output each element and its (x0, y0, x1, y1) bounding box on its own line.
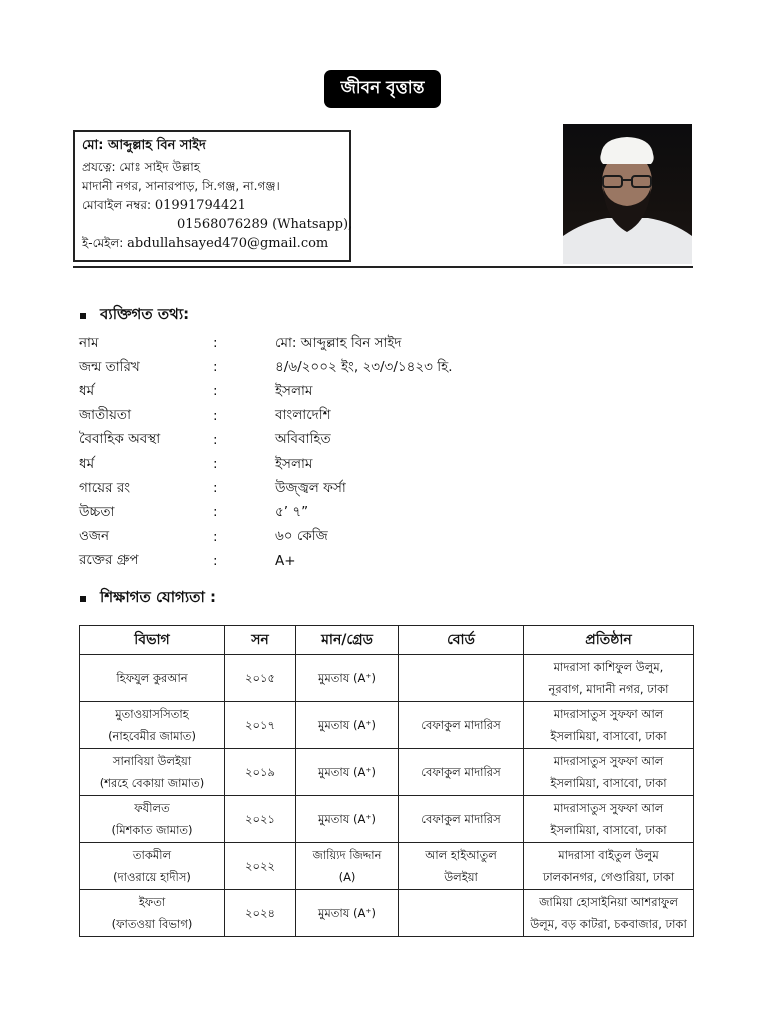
contact-box (73, 130, 351, 262)
info-separator: : (213, 383, 218, 400)
education-table (79, 625, 694, 937)
info-value: A+ (275, 552, 296, 569)
info-key: নাম (79, 334, 99, 351)
info-separator: : (213, 480, 218, 497)
contact-mobile-row-2 (82, 215, 353, 234)
cell-board (399, 749, 524, 796)
cell-board (399, 655, 524, 702)
cell-grade (296, 843, 399, 890)
personal-info-heading-text: ব্যক্তিগত তথ্য: (100, 305, 190, 323)
cell-board (399, 843, 524, 890)
info-row (79, 355, 639, 379)
info-key: গায়ের রং (79, 479, 131, 496)
info-value: উজ্জ্বল ফর্সা (275, 479, 346, 496)
cell-department (80, 843, 225, 890)
cell-institution-line: মাদরাসাতুস সুফফা আল (553, 801, 664, 815)
cell-grade-line: মুমতায (A⁺) (318, 812, 376, 826)
contact-careof: প্রযত্নে: মোঃ সাইদ উল্লাহ (82, 160, 201, 174)
cell-institution (524, 702, 694, 749)
info-row (79, 379, 639, 403)
cell-department-line: হিফযুল কুরআন (116, 671, 188, 685)
cell-board-line: বেফাকুল মাদারিস (421, 718, 501, 732)
cell-institution (524, 655, 694, 702)
mobile-number-1: 01991794421 (154, 198, 246, 213)
cell-department-line-2: (মিশকাত জামাত) (111, 823, 193, 837)
info-value: মো: আব্দুল্লাহ বিন সাইদ (275, 334, 402, 351)
cell-grade (296, 796, 399, 843)
cell-grade-line: মুমতায (A⁺) (318, 671, 376, 685)
info-value: বাংলাদেশি (275, 407, 331, 424)
info-key: বৈবাহিক অবস্থা (79, 431, 161, 448)
cell-year (225, 890, 296, 937)
table-row (80, 749, 694, 796)
info-separator: : (213, 335, 218, 352)
info-separator: : (213, 407, 218, 424)
cell-department (80, 749, 225, 796)
column-header: মান/গ্রেড (296, 626, 399, 655)
bullet-icon (80, 596, 86, 602)
column-header: প্রতিষ্ঠান (524, 626, 694, 655)
cell-department (80, 702, 225, 749)
cell-year-line: ২০২১ (245, 812, 275, 826)
cell-institution (524, 843, 694, 890)
info-separator: : (213, 528, 218, 545)
cell-grade-line: মুমতায (A⁺) (318, 765, 376, 779)
cell-year (225, 655, 296, 702)
info-separator: : (213, 504, 218, 521)
cell-board (399, 796, 524, 843)
info-value: ৪/৬/২০০২ ইং, ২৩/৩/১৪২৩ হি. (275, 358, 453, 375)
cell-year-line: ২০২৪ (245, 906, 275, 920)
profile-photo-illustration (563, 124, 692, 264)
cell-board (399, 890, 524, 937)
info-separator: : (213, 359, 218, 376)
cell-year (225, 796, 296, 843)
cell-grade (296, 655, 399, 702)
column-header: বোর্ড (399, 626, 524, 655)
cell-institution-line-2: ইসলামিয়া, বাসাবো, ঢাকা (550, 776, 667, 790)
cell-grade-line: মুমতায (A⁺) (318, 906, 376, 920)
cell-year-line: ২০১৭ (245, 718, 275, 732)
education-heading-text: শিক্ষাগত যোগ্যতা : (100, 588, 217, 606)
info-key: উচ্চতা (79, 503, 115, 520)
info-row (79, 500, 639, 524)
info-separator: : (213, 456, 218, 473)
info-row (79, 452, 639, 476)
personal-info-heading (80, 303, 189, 328)
cell-department-line: তাকমীল (132, 848, 172, 862)
cell-board-line: বেফাকুল মাদারিস (421, 812, 501, 826)
cell-department (80, 796, 225, 843)
mobile-number-2: 01568076289 (Whatsapp), (177, 217, 353, 232)
education-header-row (80, 626, 694, 655)
info-separator: : (213, 552, 218, 569)
cell-board-line-2: উলইয়া (444, 870, 478, 884)
info-separator: : (213, 431, 218, 448)
cell-year-line: ২০১৯ (245, 765, 275, 779)
cell-department (80, 655, 225, 702)
cv-title: জীবন বৃত্তান্ত (324, 70, 441, 108)
info-key: জন্ম তারিখ (79, 358, 140, 375)
contact-address: মাদানী নগর, সানারপাড়, সি.গঞ্জ, না.গঞ্জ। (82, 179, 280, 193)
cell-year-line: ২০১৫ (245, 671, 275, 685)
cell-institution-line: মাদরাসা বাইতুল উলুম (558, 848, 659, 862)
cell-department-line: মুতাওয়াসসিতাহ (115, 707, 189, 721)
info-key: রক্তের গ্রুপ (79, 552, 139, 569)
column-header: সন (225, 626, 296, 655)
cell-grade (296, 890, 399, 937)
mobile-label: মোবাইল নম্বর: (82, 198, 152, 212)
info-row (79, 476, 639, 500)
cell-institution-line: মাদরাসাতুস সুফফা আল (553, 707, 664, 721)
cell-institution-line-2: নূরবাগ, মাদানী নগর, ঢাকা (548, 682, 669, 696)
info-key: ওজন (79, 528, 110, 545)
cell-grade (296, 702, 399, 749)
cell-department-line: ফযীলত (134, 801, 170, 815)
cell-department (80, 890, 225, 937)
info-value: ইসলাম (275, 455, 313, 472)
info-value: ৫’ ৭” (275, 503, 309, 520)
cell-grade-line: মুমতায (A⁺) (318, 718, 376, 732)
cell-year (225, 749, 296, 796)
cell-institution-line-2: ঢালকানগর, গেণ্ডারিয়া, ঢাকা (542, 870, 675, 884)
cell-institution-line-2: ইসলামিয়া, বাসাবো, ঢাকা (550, 823, 667, 837)
personal-info-list (79, 331, 639, 573)
info-key: ধর্ম (79, 382, 95, 399)
cell-year-line: ২০২২ (245, 859, 275, 873)
cell-institution (524, 796, 694, 843)
info-key: জাতীয়তা (79, 407, 131, 424)
cell-institution-line: জামিয়া হোসাইনিয়া আশরাফুল (539, 895, 678, 909)
cell-institution-line-2: উলূম, বড় কাটরা, চকবাজার, ঢাকা (530, 917, 687, 931)
column-header: বিভাগ (80, 626, 225, 655)
contact-mobile-row (82, 196, 343, 215)
cell-department-line-2: (নাহবেমীর জামাত) (108, 729, 196, 743)
education-heading (80, 586, 216, 611)
table-row (80, 796, 694, 843)
cell-board (399, 702, 524, 749)
cell-institution-line: মাদরাসাতুস সুফফা আল (553, 754, 664, 768)
contact-email-row (82, 234, 343, 253)
info-value: ইসলাম (275, 382, 313, 399)
header-divider (73, 266, 693, 268)
cell-department-line: ইফতা (138, 895, 166, 909)
cell-institution-line: মাদরাসা কাশিফুল উলুম, (553, 660, 664, 674)
info-row (79, 404, 639, 428)
info-key: ধর্ম (79, 455, 95, 472)
cell-grade-line-2: (A) (338, 870, 356, 884)
cell-year (225, 843, 296, 890)
bullet-icon (80, 313, 86, 319)
contact-name: মো: আব্দুল্লাহ বিন সাইদ (82, 138, 206, 153)
cell-board-line: আল হাইআতুল (425, 848, 497, 862)
info-value: অবিবাহিত (275, 431, 331, 448)
table-row (80, 702, 694, 749)
cell-institution-line-2: ইসলামিয়া, বাসাবো, ঢাকা (550, 729, 667, 743)
info-value: ৬০ কেজি (275, 528, 328, 545)
info-row (79, 331, 639, 355)
email-address: abdullahsayed470@gmail.com (127, 236, 329, 251)
info-row (79, 525, 639, 549)
cell-department-line-2: (শরহে বেকায়া জামাত) (99, 776, 205, 790)
info-row (79, 428, 639, 452)
cell-grade (296, 749, 399, 796)
cell-department-line-2: (দাওরায়ে হাদীস) (113, 870, 191, 884)
profile-photo (563, 124, 692, 264)
table-row (80, 843, 694, 890)
email-label: ই-মেইল: (82, 236, 124, 250)
cell-institution (524, 749, 694, 796)
cell-department-line: সানাবিয়া উলইয়া (112, 754, 192, 768)
cell-department-line-2: (ফাতওয়া বিভাগ) (111, 917, 193, 931)
cell-institution (524, 890, 694, 937)
cell-year (225, 702, 296, 749)
cell-grade-line: জায়্যিদ জিদ্দান (312, 848, 382, 862)
table-row (80, 655, 694, 702)
info-row (79, 549, 639, 573)
cell-board-line: বেফাকুল মাদারিস (421, 765, 501, 779)
table-row (80, 890, 694, 937)
